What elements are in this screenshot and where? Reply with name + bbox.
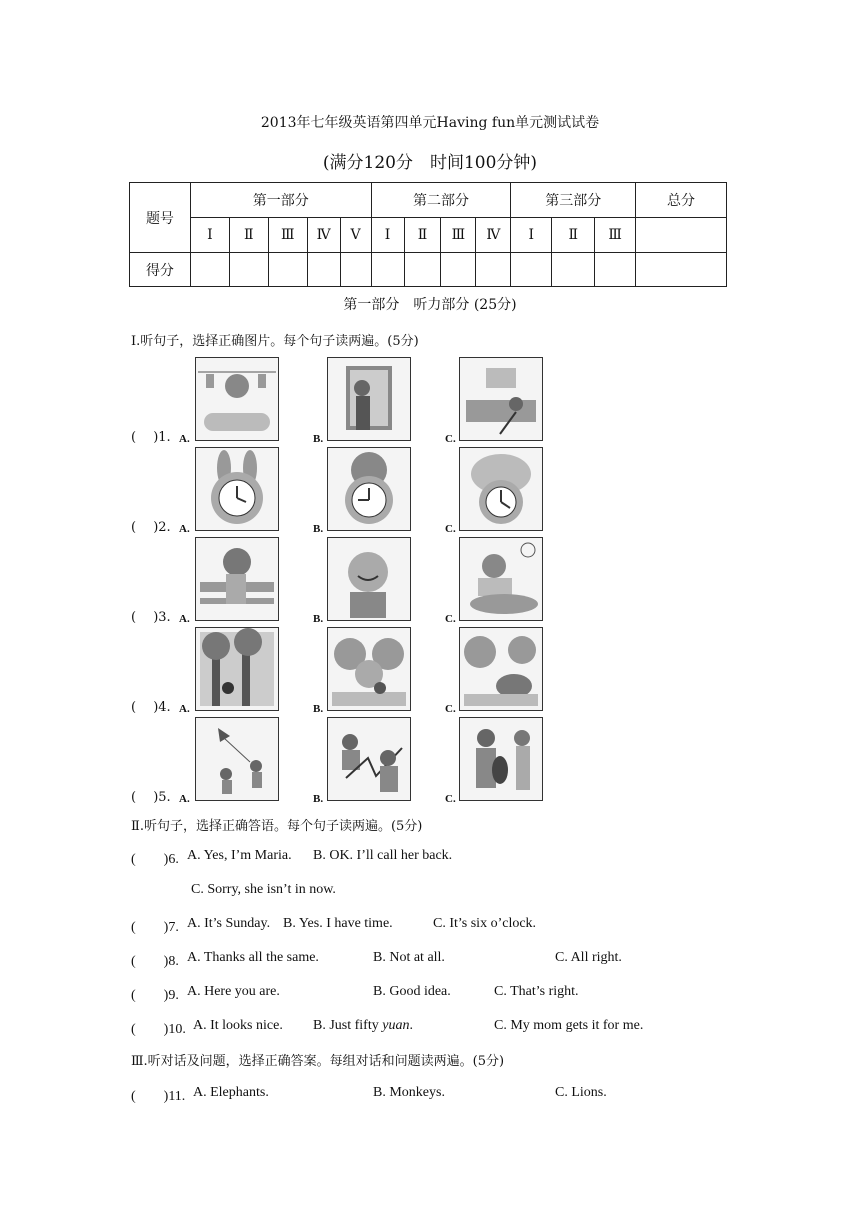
col-3-3: Ⅲ: [595, 218, 636, 253]
question-number: ( )8.: [131, 954, 179, 969]
score-table: [129, 182, 727, 287]
option-a[interactable]: A. Elephants.: [193, 1085, 269, 1100]
picture-question-3: [131, 537, 551, 627]
guitar-couple-icon[interactable]: [459, 717, 543, 801]
cleaning-icon[interactable]: [459, 357, 543, 441]
picture-question-4: [131, 627, 551, 717]
score-cell[interactable]: [229, 253, 268, 287]
col-1-1: Ⅰ: [190, 218, 229, 253]
page-subtitle: (满分120分 时间100分钟): [322, 153, 538, 173]
monkey-clock-icon[interactable]: [327, 447, 411, 531]
option-a[interactable]: A. Thanks all the same.: [187, 950, 319, 965]
option-c[interactable]: C. All right.: [555, 950, 622, 965]
option-a-label: A.: [179, 613, 190, 625]
q1-heading: Ⅰ.听句子，选择正确图片。每个句子读两遍。(5分): [131, 334, 419, 349]
option-c[interactable]: C. Sorry, she isn’t in now.: [191, 882, 336, 897]
score-cell[interactable]: [190, 253, 229, 287]
row-header: 题号: [130, 183, 191, 253]
option-c[interactable]: C. It’s six o’clock.: [433, 916, 537, 931]
pig-clock-icon[interactable]: [459, 447, 543, 531]
part1-header: 第一部分: [190, 183, 371, 218]
col-3-2: Ⅱ: [552, 218, 595, 253]
option-b[interactable]: B. Good idea.: [373, 984, 451, 999]
option-c-label: C.: [445, 433, 456, 445]
total-blank: [636, 218, 727, 253]
option-c-label: C.: [445, 703, 456, 715]
question-number: ( )9.: [131, 988, 179, 1003]
score-cell[interactable]: [476, 253, 511, 287]
washing-clothes-icon[interactable]: [195, 357, 279, 441]
boys-fighting-icon[interactable]: [327, 717, 411, 801]
section-heading: 第一部分 听力部分 (25分): [343, 297, 517, 313]
option-b-italic: yuan: [382, 1018, 410, 1033]
option-c-label: C.: [445, 793, 456, 805]
score-cell[interactable]: [307, 253, 340, 287]
score-cell[interactable]: [511, 253, 552, 287]
option-a-label: A.: [179, 703, 190, 715]
score-cell[interactable]: [340, 253, 371, 287]
score-cell[interactable]: [636, 253, 727, 287]
girl-sitting-icon[interactable]: [459, 537, 543, 621]
flying-kite-icon[interactable]: [195, 717, 279, 801]
forest-animals-icon[interactable]: [195, 627, 279, 711]
option-b[interactable]: B. Not at all.: [373, 950, 445, 965]
col-1-3: Ⅲ: [268, 218, 307, 253]
total-header: 总分: [636, 183, 727, 218]
option-a[interactable]: A. Yes, I’m Maria.: [187, 848, 292, 863]
option-a[interactable]: A. It’s Sunday.: [187, 916, 271, 931]
question-number: ( )2.: [131, 520, 171, 535]
col-2-3: Ⅲ: [441, 218, 476, 253]
picture-question-2: [131, 447, 551, 537]
part2-header: 第二部分: [371, 183, 511, 218]
option-b-label: B.: [313, 523, 324, 535]
question-number: ( )1.: [131, 430, 171, 445]
option-a-label: A.: [179, 523, 190, 535]
option-b-label: B.: [313, 793, 324, 805]
boy-laughing-icon[interactable]: [327, 537, 411, 621]
question-number: ( )6.: [131, 852, 179, 867]
park-trees-icon[interactable]: [327, 627, 411, 711]
shopping-icon[interactable]: [327, 357, 411, 441]
option-c-label: C.: [445, 523, 456, 535]
score-label: 得分: [130, 253, 191, 287]
col-2-1: Ⅰ: [371, 218, 404, 253]
q2-heading: Ⅱ.听句子，选择正确答语。每个句子读两遍。(5分): [131, 819, 423, 834]
rabbit-clock-icon[interactable]: [195, 447, 279, 531]
score-cell[interactable]: [404, 253, 441, 287]
question-number: ( )3.: [131, 610, 171, 625]
col-1-5: Ⅴ: [340, 218, 371, 253]
option-b[interactable]: B. Monkeys.: [373, 1085, 445, 1100]
picture-question-1: [131, 357, 551, 447]
picture-question-5: [131, 717, 551, 807]
col-2-2: Ⅱ: [404, 218, 441, 253]
option-a-label: A.: [179, 433, 190, 445]
option-b-end: .: [409, 1018, 413, 1033]
option-b[interactable]: B. OK. I’ll call her back.: [313, 848, 453, 863]
col-3-1: Ⅰ: [511, 218, 552, 253]
question-number: ( )5.: [131, 790, 171, 805]
question-number: ( )4.: [131, 700, 171, 715]
col-2-4: Ⅳ: [476, 218, 511, 253]
option-c[interactable]: C. Lions.: [555, 1085, 607, 1100]
col-1-4: Ⅳ: [307, 218, 340, 253]
score-cell[interactable]: [268, 253, 307, 287]
col-1-2: Ⅱ: [229, 218, 268, 253]
option-a-label: A.: [179, 793, 190, 805]
option-b[interactable]: B. Yes. I have time.: [283, 916, 393, 931]
q3-heading: Ⅲ.听对话及问题，选择正确答案。每组对话和问题读两遍。(5分): [131, 1054, 505, 1069]
option-b-label: B.: [313, 433, 324, 445]
question-number: ( )7.: [131, 920, 179, 935]
option-c[interactable]: C. My mom gets it for me.: [494, 1018, 644, 1033]
page-title: 2013年七年级英语第四单元Having fun单元测试试卷: [260, 115, 600, 131]
score-cell[interactable]: [595, 253, 636, 287]
option-c-label: C.: [445, 613, 456, 625]
option-c[interactable]: C. That’s right.: [494, 984, 579, 999]
option-b-label: B.: [313, 613, 324, 625]
option-b[interactable]: [313, 1018, 413, 1034]
elephant-tree-icon[interactable]: [459, 627, 543, 711]
girl-fence-icon[interactable]: [195, 537, 279, 621]
part3-header: 第三部分: [511, 183, 636, 218]
question-number: ( )11.: [131, 1089, 186, 1104]
option-b-text: B. Just fifty: [313, 1018, 383, 1033]
option-a[interactable]: A. It looks nice.: [193, 1018, 283, 1033]
score-cell[interactable]: [371, 253, 404, 287]
option-a[interactable]: A. Here you are.: [187, 984, 280, 999]
option-b-label: B.: [313, 703, 324, 715]
score-cell[interactable]: [552, 253, 595, 287]
score-cell[interactable]: [441, 253, 476, 287]
question-number: ( )10.: [131, 1022, 186, 1037]
